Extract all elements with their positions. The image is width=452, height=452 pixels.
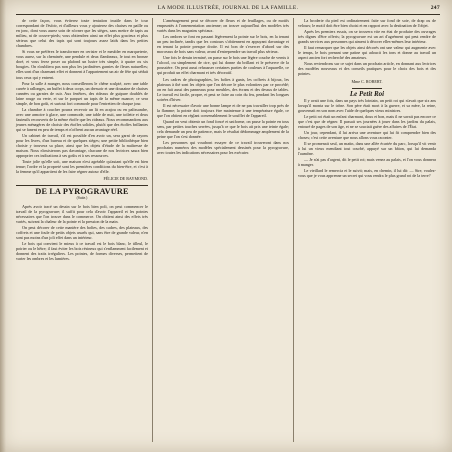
section-heading: DE LA PYROGRAVURE: [16, 185, 148, 194]
page-edge-shadow: [0, 0, 6, 452]
paragraph: Il y avait une fois, dans un pays très lointain, un petit roi qui n'avait que six ans lorsqu'il monta sur le trône. Son père était mort à la guerre, et sa mère, la reine, gouvernait en son nom avec l'aide de quelques vieux ministres.: [298, 97, 436, 113]
paragraph: Les personnes qui voudront essayer de ce travail trouveront dans nos prochains numéros des modèles spécialement dessinés pour la pyrogravure, avec toutes les indications nécessaires pour les exécuter.: [157, 140, 289, 156]
column-divider: [293, 18, 294, 442]
paragraph: La broderie du pied est ordinairement faite sur fond de soie, de drap ou de velours; le motif doit être bien choisi et en rapport avec la destination de l'objet.: [298, 18, 436, 29]
article-signature: Mme C. ROBERT.: [351, 78, 383, 84]
paragraph: Après les premiers essais, on se trouvera vite en état de produire des ouvrages très dignes d'être offerts; la pyrogravure est un art d'agrément qui peut rendre de grands services aux personnes qui aiment à décorer elles-mêmes leur intérieur.: [298, 29, 436, 45]
paragraph: de cette façon, vous éviterez toute tentation inutile dans le tour correspondant de l'ésfoir, et d'ailleurs vous y ajouterez des chaises en paille ou en jonc, dont vous aurez soin de n'orner que les sièges, sans mettre de tapis au milieu, ni de couvre-pieds; vous obtiendrez ainsi un effet plus gracieux et plus sérieux que celui des tapis qui sont toujours assez laids dans les petites chambres.: [16, 18, 148, 49]
story-heading: Le Petit Roi: [349, 89, 385, 98]
paragraph: L'aménagement peut se décorer de fleurs et de feuillages, ou de motifs empruntés à l'ornementation ancienne; on trouve aujourd'hui des modèles très variés dans les magasins spéciaux.: [157, 18, 289, 34]
column-2: [157, 18, 289, 156]
article-signature: FÉLICIE DE RAYMOND.: [103, 176, 148, 182]
paragraph: Une fois le dessin terminé, on passe sur le bois une légère couche de vernis à l'alcool, ou simplement de cire, qui lui donne du brillant et le préserve de la poussière. On peut aussi rehausser certaines parties de couleurs à l'aquarelle, ce qui produit un effet charmant et très décoratif.: [157, 55, 289, 76]
column-3: [298, 18, 436, 179]
page-number: 247: [430, 5, 440, 11]
section-subheading: (Suite.): [76, 195, 88, 200]
paragraph: Les ombres se font en passant légèrement la pointe sur le bois, en la tenant un peu inclinée, tandis que les contours s'obtiennent en appuyant davantage et en tenant la pointe presque droite. Il est bon de s'exercer d'abord sur des morceaux de bois sans valeur, avant d'entreprendre un travail plus sérieux.: [157, 34, 289, 55]
separator-rule: [352, 88, 382, 89]
paragraph: Si vous ne préférez le transformer en cerisier et le meubler en marqueterie, vous aurez, sur la cheminée, une pendule et deux flambeaux, le tout en bronze doré, et vous ferez poser au plafond un lustre très simple, à quatre ou six bougies. On n'oubliera pas non plus les jardinières garnies de fleurs naturelles; elles sont d'un charmant effet et donnent à l'appartement un air de fête qui séduit tous ceux qui y entrent.: [16, 49, 148, 80]
paragraph: Il faut remarquer que les objets ainsi décorés ont une valeur qui augmente avec le temps, le bois prenant une patine qui adoucit les tons et donne au travail un aspect ancien fort recherché des amateurs.: [298, 45, 436, 61]
paragraph: Un jour, cependant, il lui arriva une aventure qui lui fit comprendre bien des choses; c'est cette aventure que nous allons vous raconter.: [298, 129, 436, 140]
paragraph: Nous reviendrons sur ce sujet dans un prochain article, en donnant aux lectrices des modèles nouveaux et des conseils pratiques pour le choix des bois et des pointes.: [298, 61, 436, 77]
paragraph: Les cadres de photographies, les boîtes à gants, les coffrets à bijoux, les plateaux à thé sont les objets que l'on décore le plus volontiers par ce procédé; on en fait aussi des panneaux pour meubles, des écrans et des dessus de tables. Le travail est facile, propre, et peut se faire au coin du feu, pendant les longues soirées d'hiver.: [157, 76, 289, 102]
paragraph: Un cabinet de travail, s'il est possible d'en avoir un, sera garni de rayons pour les livres, d'un bureau et de quelques sièges; une petite bibliothèque bien choisie y trouvera sa place, ainsi que les objets d'étude de la maîtresse de maison. Nous n'insisterons pas davantage, chacune de nos lectrices saura bien approprier ces indications à ses goûts et à ses ressources.: [16, 133, 148, 159]
paragraph: Quand on veut obtenir un fond foncé et uniforme, on passe la pointe en tous sens, par petites touches serrées, jusqu'à ce que le bois ait pris une teinte égale; cela demande un peu de patience, mais le résultat dédommage amplement de la peine que l'on s'est donnée.: [157, 118, 289, 140]
paragraph: Le bois qui convient le mieux à ce travail est le bois blanc, le tilleul, le poirier ou le hêtre; il faut éviter les bois résineux qui s'enflamment facilement et donnent des traits irréguliers. Les pointes, de formes diverses, permettent de varier les ombres et les lumières.: [16, 240, 148, 262]
column-divider: [152, 18, 153, 442]
paragraph: La chambre à coucher pourra recevoir un lit en acajou ou en palissandre, avec une armoire à glace, une commode, une table de nuit, une toilette et deux fauteuils recouverts de la même étoffe que les rideaux. Nous recommandons aux jeunes ménagères de choisir des étoffes solides, plutôt que des étoffes brillantes qui se fanent en peu de temps et n'offrent aucun avantage réel.: [16, 106, 149, 132]
paragraph: Pour la salle à manger, nous conseillerons le chêne sculpté, avec une table carrée à rallonges, un buffet à deux corps, un dressoir et une douzaine de chaises cannées ou garnies de cuir. Aux fenêtres, des rideaux de guipure doublés de laine rouge ou verte, et sur le parquet un tapis de la même nuance; ce sera simple, de bon goût, et surtout fort commode pour l'entretien de chaque jour.: [16, 80, 149, 106]
paragraph: — Je n'ai pas d'argent, dit le petit roi; mais venez au palais, et l'on vous donnera à manger.: [298, 157, 436, 168]
column-1: [16, 18, 148, 262]
paragraph: Le petit roi était un enfant charmant, doux et bon, mais il ne savait pas encore ce que c'est que de régner. Il passait ses journées à jouer dans les jardins du palais, entouré de pages de son âge, et ne se souciait guère des affaires de l'État.: [298, 113, 436, 129]
paragraph: Toute jolie qu'elle soit, une maison n'est agréable qu'autant qu'elle est bien tenue; l'ordre et la propreté sont les premières conditions du bien-être, et c'est à la femme qu'il appartient de les faire régner autour d'elle.: [16, 159, 148, 175]
paragraph: Le vieillard le remercia et le suivit; mais, en chemin, il lui dit: — Sire, voulez-vous que je vous apprenne un secret qui vous rendra le plus grand roi de la terre?: [298, 168, 436, 179]
paragraph: Il est nécessaire d'avoir une bonne lampe et de ne pas travailler trop près de la flamme; la pointe doit toujours être maintenue à une température égale, ce que l'on obtient en réglant convenablement le soufflet de l'appareil.: [157, 102, 289, 118]
running-title: LA MODE ILLUSTRÉE, JOURNAL DE LA FAMILLE.: [157, 5, 299, 11]
paragraph: Il se promenait seul, un matin, dans une allée écartée du parc, lorsqu'il vit venir à lui un vieux mendiant tout courbé, appuyé sur un bâton, qui lui demanda l'aumône.: [298, 140, 436, 157]
paragraph: On peut décorer de cette manière des boîtes, des cadres, des plateaux, des coffrets et une foule de petits objets usuels qui, sans être de grande valeur, n'en sont pas moins d'un joli effet dans un intérieur.: [16, 224, 148, 240]
paragraph: Après avoir tracé un dessin sur le bois bien poli, on peut commencer le travail de la pyrogravure; il suffit pour cela d'avoir l'appareil et les pointes nécessaires que l'on trouve dans le commerce. On obtient ainsi des effets très variés, suivant la chaleur de la pointe et la pression de la main.: [16, 203, 148, 224]
header-rule: [16, 14, 440, 15]
